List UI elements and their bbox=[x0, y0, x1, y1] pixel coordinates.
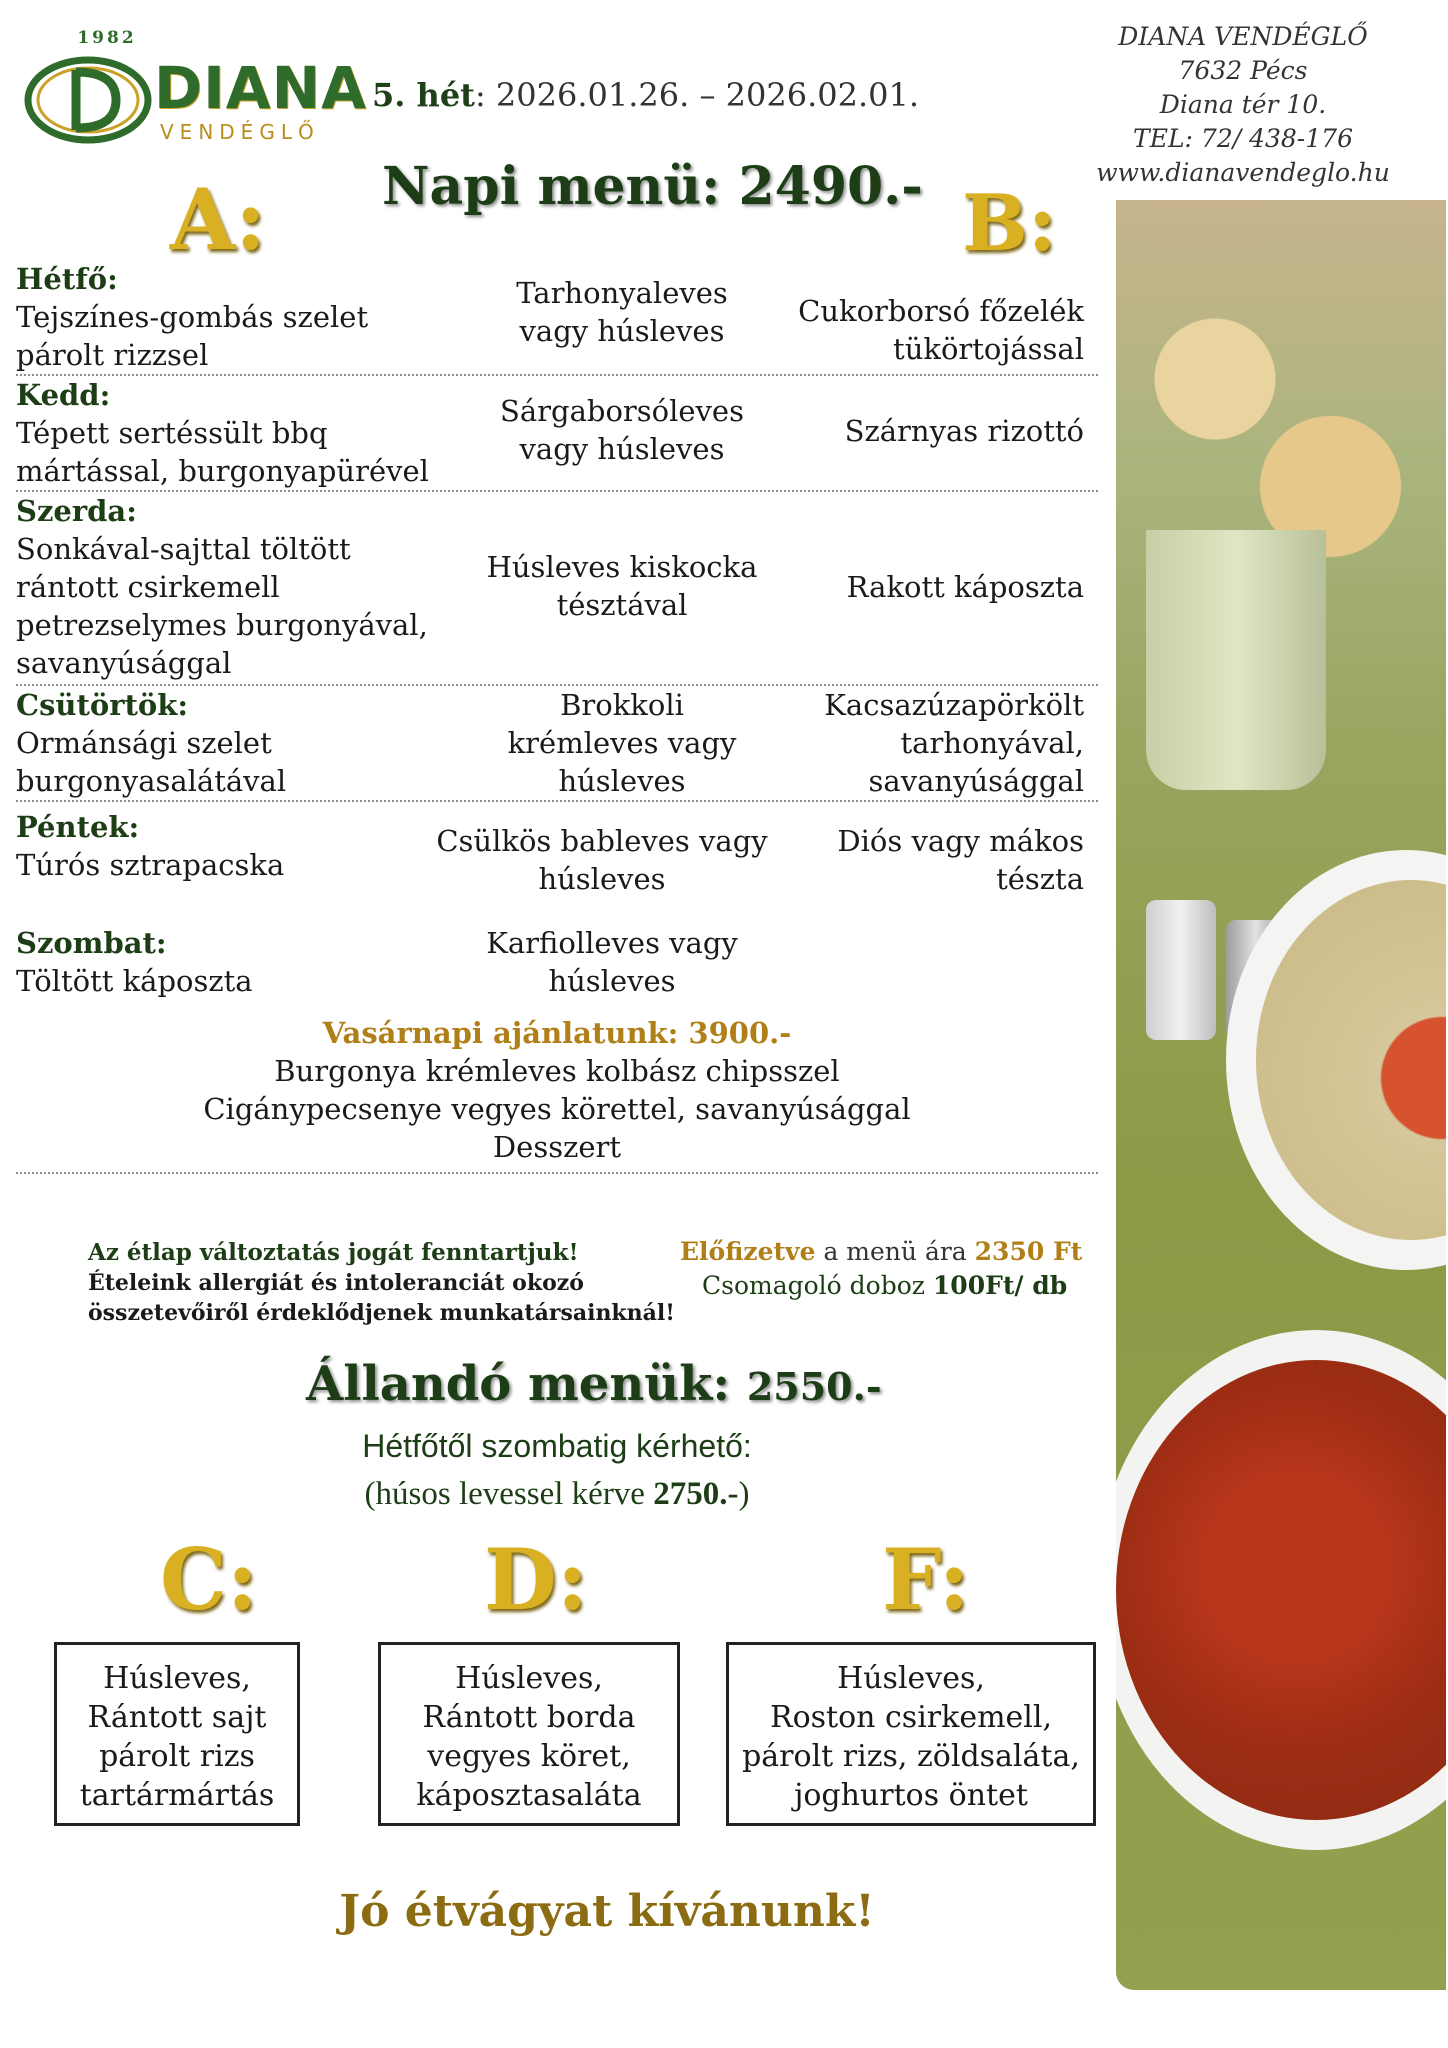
day-name: Péntek: bbox=[16, 810, 140, 844]
menu-c-letter: C: bbox=[160, 1530, 258, 1629]
menu-a-dish: rántott csirkemell bbox=[16, 570, 280, 604]
soup-cell: Sárgaborsóleves vagy húsleves bbox=[500, 394, 744, 466]
day-row-wednesday bbox=[16, 492, 1098, 686]
closing-greeting: Jó étvágyat kívánunk! bbox=[339, 1886, 875, 1937]
day-row-monday bbox=[16, 260, 1098, 376]
day-name: Szerda: bbox=[16, 494, 137, 528]
menu-b-dish: Szárnyas rizottó bbox=[844, 414, 1084, 448]
food-photo bbox=[1116, 200, 1446, 1990]
sunday-line: Burgonya krémleves kolbász chipsszel bbox=[274, 1054, 840, 1088]
menu-b-dish: Kacsazúzapörkölt tarhonyával, savanyúsággal bbox=[824, 688, 1084, 798]
menu-a-dish: Töltött káposzta bbox=[16, 964, 253, 998]
permanent-menu-price: 2550.- bbox=[746, 1364, 882, 1409]
menu-a-dish: burgonyasalátával bbox=[16, 764, 287, 798]
day-name: Csütörtök: bbox=[16, 688, 189, 722]
day-name: Szombat: bbox=[16, 926, 167, 960]
sunday-line: Cigánypecsenye vegyes körettel, savanyúsággal bbox=[203, 1092, 911, 1126]
menu-b-dish: Cukorborsó főzelék tükörtojással bbox=[798, 294, 1084, 366]
day-row-friday bbox=[16, 808, 1098, 908]
flower-pot-image bbox=[1146, 530, 1326, 790]
change-notice: Az étlap változtatás jogát fenntartjuk! bbox=[88, 1239, 579, 1266]
menu-a-dish: petrezselymes burgonyával, bbox=[16, 608, 428, 642]
soup-cell: Csülkös bableves vagy húsleves bbox=[436, 824, 768, 896]
daily-menu-title: Napi menü: 2490.- bbox=[382, 156, 923, 217]
day-name: Kedd: bbox=[16, 378, 111, 412]
sunday-offer bbox=[16, 1014, 1098, 1174]
logo-year: 1982 bbox=[77, 28, 137, 48]
info-phone: TEL: 72/ 438-176 bbox=[1133, 124, 1353, 153]
info-city: 7632 Pécs bbox=[1178, 56, 1308, 85]
permanent-menu-title: Állandó menük: 2550.- bbox=[306, 1356, 882, 1412]
restaurant-info bbox=[1078, 20, 1408, 190]
salt-shaker-image bbox=[1146, 900, 1216, 1040]
logo-name: DIANA bbox=[154, 54, 368, 122]
column-a-letter: A: bbox=[170, 170, 267, 269]
day-row-tuesday bbox=[16, 376, 1098, 492]
week-dates: : 2026.01.26. – 2026.02.01. bbox=[474, 76, 920, 114]
logo-emblem-icon bbox=[24, 56, 152, 144]
sunday-line: Desszert bbox=[492, 1130, 622, 1164]
day-row-saturday bbox=[16, 924, 1098, 1012]
day-row-thursday bbox=[16, 686, 1098, 802]
column-b-letter: B: bbox=[962, 178, 1057, 269]
info-web[interactable]: www.dianavendeglo.hu bbox=[1096, 158, 1390, 187]
menu-a-dish: párolt rizzsel bbox=[16, 338, 209, 372]
logo-subtitle: VENDÉGLŐ bbox=[160, 120, 320, 144]
soup-cell: Brokkoli krémleves vagy húsleves bbox=[507, 688, 737, 798]
menu-a-dish: Ormánsági szelet bbox=[16, 726, 272, 760]
menu-d-letter: D: bbox=[484, 1530, 588, 1629]
prepay-notice: Előfizetve a menü ára 2350 Ft bbox=[680, 1237, 1083, 1266]
week-label: 5. hét bbox=[372, 76, 475, 114]
permanent-availability: Hétfőtől szombatig kérhető: bbox=[362, 1428, 752, 1464]
soup-cell: Karfiolleves vagy húsleves bbox=[486, 926, 738, 998]
day-name: Hétfő: bbox=[16, 262, 118, 296]
menu-a-dish: Tépett sertéssült bbq bbox=[16, 416, 328, 450]
menu-f-box: Húsleves, Roston csirkemell, párolt rizs, zöldsaláta, joghurtos öntet bbox=[726, 1642, 1096, 1826]
menu-c-box: Húsleves, Rántott sajt párolt rizs tartármártás bbox=[54, 1642, 300, 1826]
info-name: DIANA VENDÉGLŐ bbox=[1118, 22, 1368, 51]
week-range bbox=[372, 76, 919, 114]
soup-cell: Tarhonyaleves vagy húsleves bbox=[516, 276, 728, 348]
allergy-notice-2: összetevőiről érdeklődjenek munkatársainknál! bbox=[88, 1300, 675, 1326]
menu-a-dish: Sonkával-sajttal töltött bbox=[16, 532, 351, 566]
menu-b-dish: Diós vagy mákos tészta bbox=[837, 824, 1084, 896]
info-street: Diana tér 10. bbox=[1159, 90, 1327, 119]
menu-f-letter: F: bbox=[882, 1530, 970, 1629]
menu-a-dish: Túrós sztrapacska bbox=[16, 848, 285, 882]
with-soup-price: (húsos levessel kérve 2750.-) bbox=[364, 1476, 750, 1512]
soup-cell: Húsleves kiskocka tésztával bbox=[486, 550, 758, 622]
menu-a-dish: mártással, burgonyapürével bbox=[16, 454, 429, 488]
sunday-title: Vasárnapi ajánlatunk: 3900.- bbox=[322, 1016, 792, 1050]
allergy-notice-1: Ételeink allergiát és intoleranciát okozó bbox=[88, 1270, 584, 1296]
menu-a-dish: Tejszínes-gombás szelet bbox=[16, 300, 369, 334]
menu-a-dish: savanyúsággal bbox=[16, 646, 232, 680]
menu-b-dish: Rakott káposzta bbox=[846, 570, 1084, 604]
restaurant-logo bbox=[22, 28, 368, 148]
box-price-notice: Csomagoló doboz 100Ft/ db bbox=[702, 1271, 1068, 1300]
menu-d-box: Húsleves, Rántott borda vegyes köret, káposztasaláta bbox=[378, 1642, 680, 1826]
